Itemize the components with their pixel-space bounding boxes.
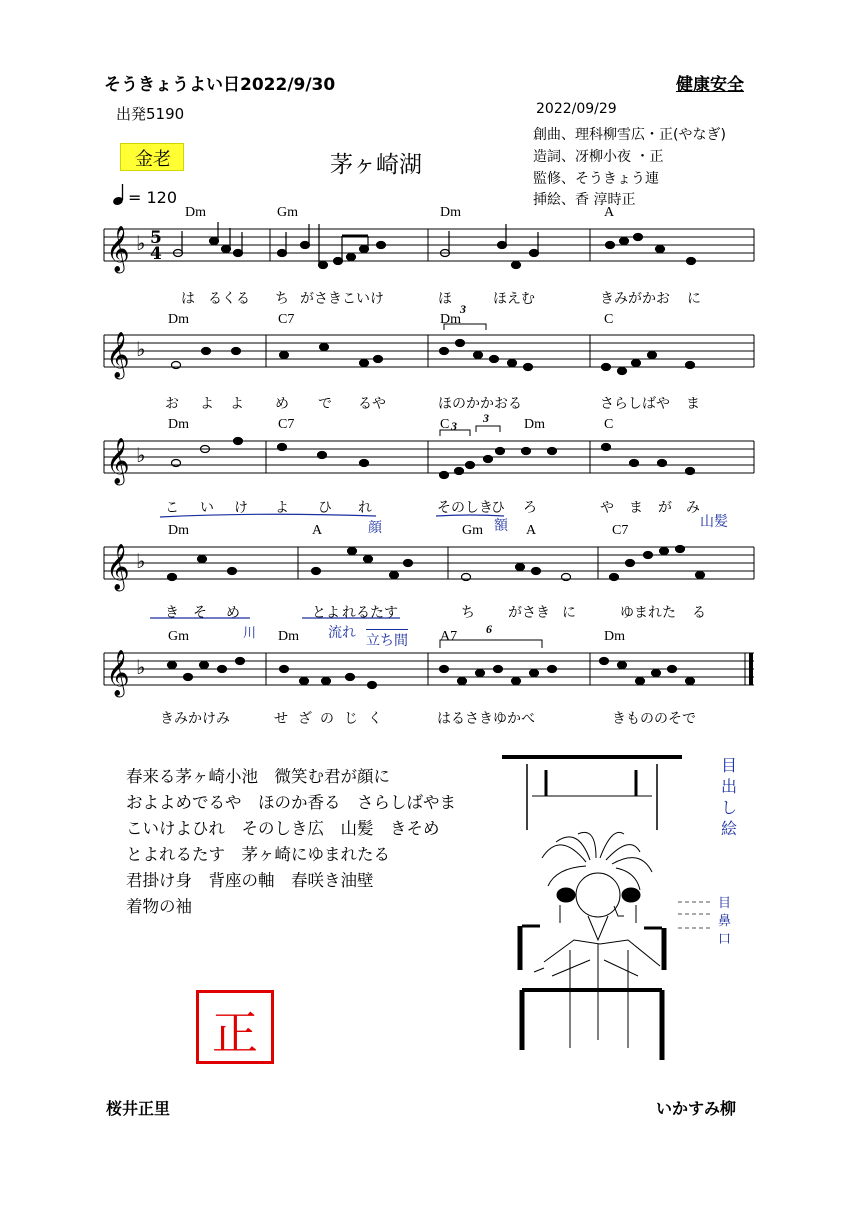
seal-character: 正 (212, 1006, 258, 1060)
credit-composer: 創曲、理科柳雪広・正(やなぎ) (533, 127, 726, 143)
poem-line: 着物の袖 (126, 897, 192, 916)
flat-icon: ♭ (136, 549, 146, 573)
lyric: ゆまれた (620, 605, 676, 621)
header-left-title: そうきょうよい日2022/9/30 (104, 75, 336, 95)
chord: A (526, 523, 537, 538)
footer-right-name: いかすみ柳 (656, 1099, 737, 1118)
chord: Dm (278, 629, 299, 644)
lyric: がさき (508, 605, 550, 621)
composition-date: 2022/09/29 (536, 101, 617, 117)
chord: Gm (168, 629, 189, 644)
annotation-standing: 立ち間 (366, 629, 408, 650)
chord: Dm (168, 312, 189, 327)
lyric: はるさきゆかべ (437, 711, 535, 727)
tuplet-number: 3 (451, 419, 457, 433)
chord: A7 (440, 629, 458, 644)
lyric: ま (629, 500, 643, 516)
lyric: る (692, 605, 706, 621)
lyric: るくる (208, 291, 250, 307)
figure-vertical-label: 目出し絵 (720, 756, 737, 838)
lyric: ろ (523, 500, 537, 516)
lyric: ち (461, 605, 475, 621)
lyric: せ (274, 711, 288, 727)
lyric: で (318, 396, 332, 412)
lyric: よ (230, 396, 244, 412)
figure-label-mouth: 口 (718, 932, 732, 947)
lyric: ほえむ (493, 291, 535, 307)
treble-clef-icon: 𝄞 (106, 544, 130, 590)
treble-clef-icon: 𝄞 (106, 332, 130, 378)
chord: C7 (278, 417, 295, 432)
lyric: さらしばや (600, 396, 670, 412)
credit-illustrator: 挿絵、香 淳時正 (533, 192, 636, 208)
tuplet-number: 3 (483, 411, 489, 425)
credit-lyricist: 造詞、冴柳小夜 ・正 (533, 149, 664, 165)
lyric: ち (275, 291, 289, 307)
lyric: れるたす (342, 605, 398, 621)
chord: Dm (168, 523, 189, 538)
lyric: が (658, 500, 672, 516)
annotation-flow: 流れ (328, 625, 356, 641)
lyric: れ (358, 500, 372, 516)
lyric: ひ (318, 500, 332, 516)
lyric: よ (275, 500, 289, 516)
lyric: きもののそで (612, 711, 696, 727)
chord: Dm (440, 312, 461, 327)
tuplet-number: 3 (460, 302, 466, 316)
treble-clef-icon: 𝄞 (106, 438, 130, 484)
lyric: じ (344, 711, 358, 727)
time-signature-bottom: 4 (150, 244, 162, 264)
tuplet-number: 6 (486, 622, 492, 636)
lyric: き (165, 605, 179, 621)
treble-clef-icon: 𝄞 (106, 226, 130, 272)
chord: C (440, 417, 450, 432)
poem-line: 君掛け身 背座の軸 春咲き油壁 (126, 871, 374, 890)
poem-line: 春来る茅ヶ崎小池 微笑む君が顔に (126, 767, 390, 786)
lyric: い (200, 500, 214, 516)
flat-icon: ♭ (136, 443, 146, 467)
poem-line: とよれるたす 茅ヶ崎にゆまれたる (126, 845, 390, 864)
lyric: ほ (438, 291, 452, 307)
chord: Dm (168, 417, 189, 432)
chord: Dm (524, 417, 545, 432)
lyric: そのしき (437, 500, 493, 516)
header-right-title: 健康安全 (676, 75, 744, 95)
lyric: く (368, 711, 382, 727)
credit-supervisor: 監修、そうきょう連 (533, 171, 659, 187)
chord: Dm (604, 629, 625, 644)
lyric: め (226, 605, 240, 621)
lyric: そ (193, 605, 207, 621)
lyric: よ (200, 396, 214, 412)
departure-number: 出発5190 (116, 105, 185, 123)
chord: Dm (440, 205, 461, 220)
lyric: や (600, 500, 614, 516)
chord: Dm (185, 205, 206, 220)
lyric: は (181, 291, 195, 307)
poem-line: およよめでるや ほのか香る さらしばやま (126, 793, 456, 812)
lyric: とよ (312, 605, 340, 621)
tempo-marking: = 120 (128, 188, 178, 207)
lyric: るや (358, 396, 386, 412)
lyric: に (562, 605, 576, 621)
annotation-mountain-hair: 山髪 (700, 514, 728, 530)
time-signature-top: 5 (150, 228, 162, 248)
poem-line: こいけよひれ そのしき広 山髪 きそめ (126, 819, 440, 838)
lyric: こ (165, 500, 179, 516)
treble-clef-icon: 𝄞 (106, 650, 130, 696)
chord: C (604, 312, 614, 327)
chord: C7 (612, 523, 629, 538)
lyric: の (320, 711, 334, 727)
chord: C7 (278, 312, 295, 327)
lyric: ざ (298, 711, 312, 727)
lyric: に (687, 291, 701, 307)
lyric: お (165, 396, 179, 412)
lyric: ま (686, 396, 700, 412)
annotation-forehead: 額 (494, 518, 508, 534)
chord: Gm (277, 205, 298, 220)
figure-label-eye: 目 (718, 896, 732, 911)
chord: A (604, 205, 615, 220)
chord: C (604, 417, 614, 432)
lyric: がさきこいけ (300, 291, 384, 307)
chord: A (312, 523, 323, 538)
figure-label-nose: 鼻 (718, 914, 732, 929)
lyric: め (275, 396, 289, 412)
footer-left-name: 桜井正里 (106, 1099, 171, 1118)
song-title: 茅ヶ崎湖 (330, 152, 422, 178)
lyric: み (686, 500, 700, 516)
lyric: ひ (491, 500, 505, 516)
annotation-face: 顔 (368, 520, 382, 536)
lyric: ほのかかおる (438, 396, 522, 412)
lyric: け (234, 500, 248, 516)
lyric: きみがかお (600, 291, 670, 307)
chord: Gm (462, 523, 483, 538)
grade-badge-label: 金老 (135, 149, 171, 170)
lyric: きみかけみ (160, 711, 230, 727)
flat-icon: ♭ (136, 231, 146, 255)
flat-icon: ♭ (136, 337, 146, 361)
annotation-river: 川 (243, 626, 257, 641)
flat-icon: ♭ (136, 655, 146, 679)
